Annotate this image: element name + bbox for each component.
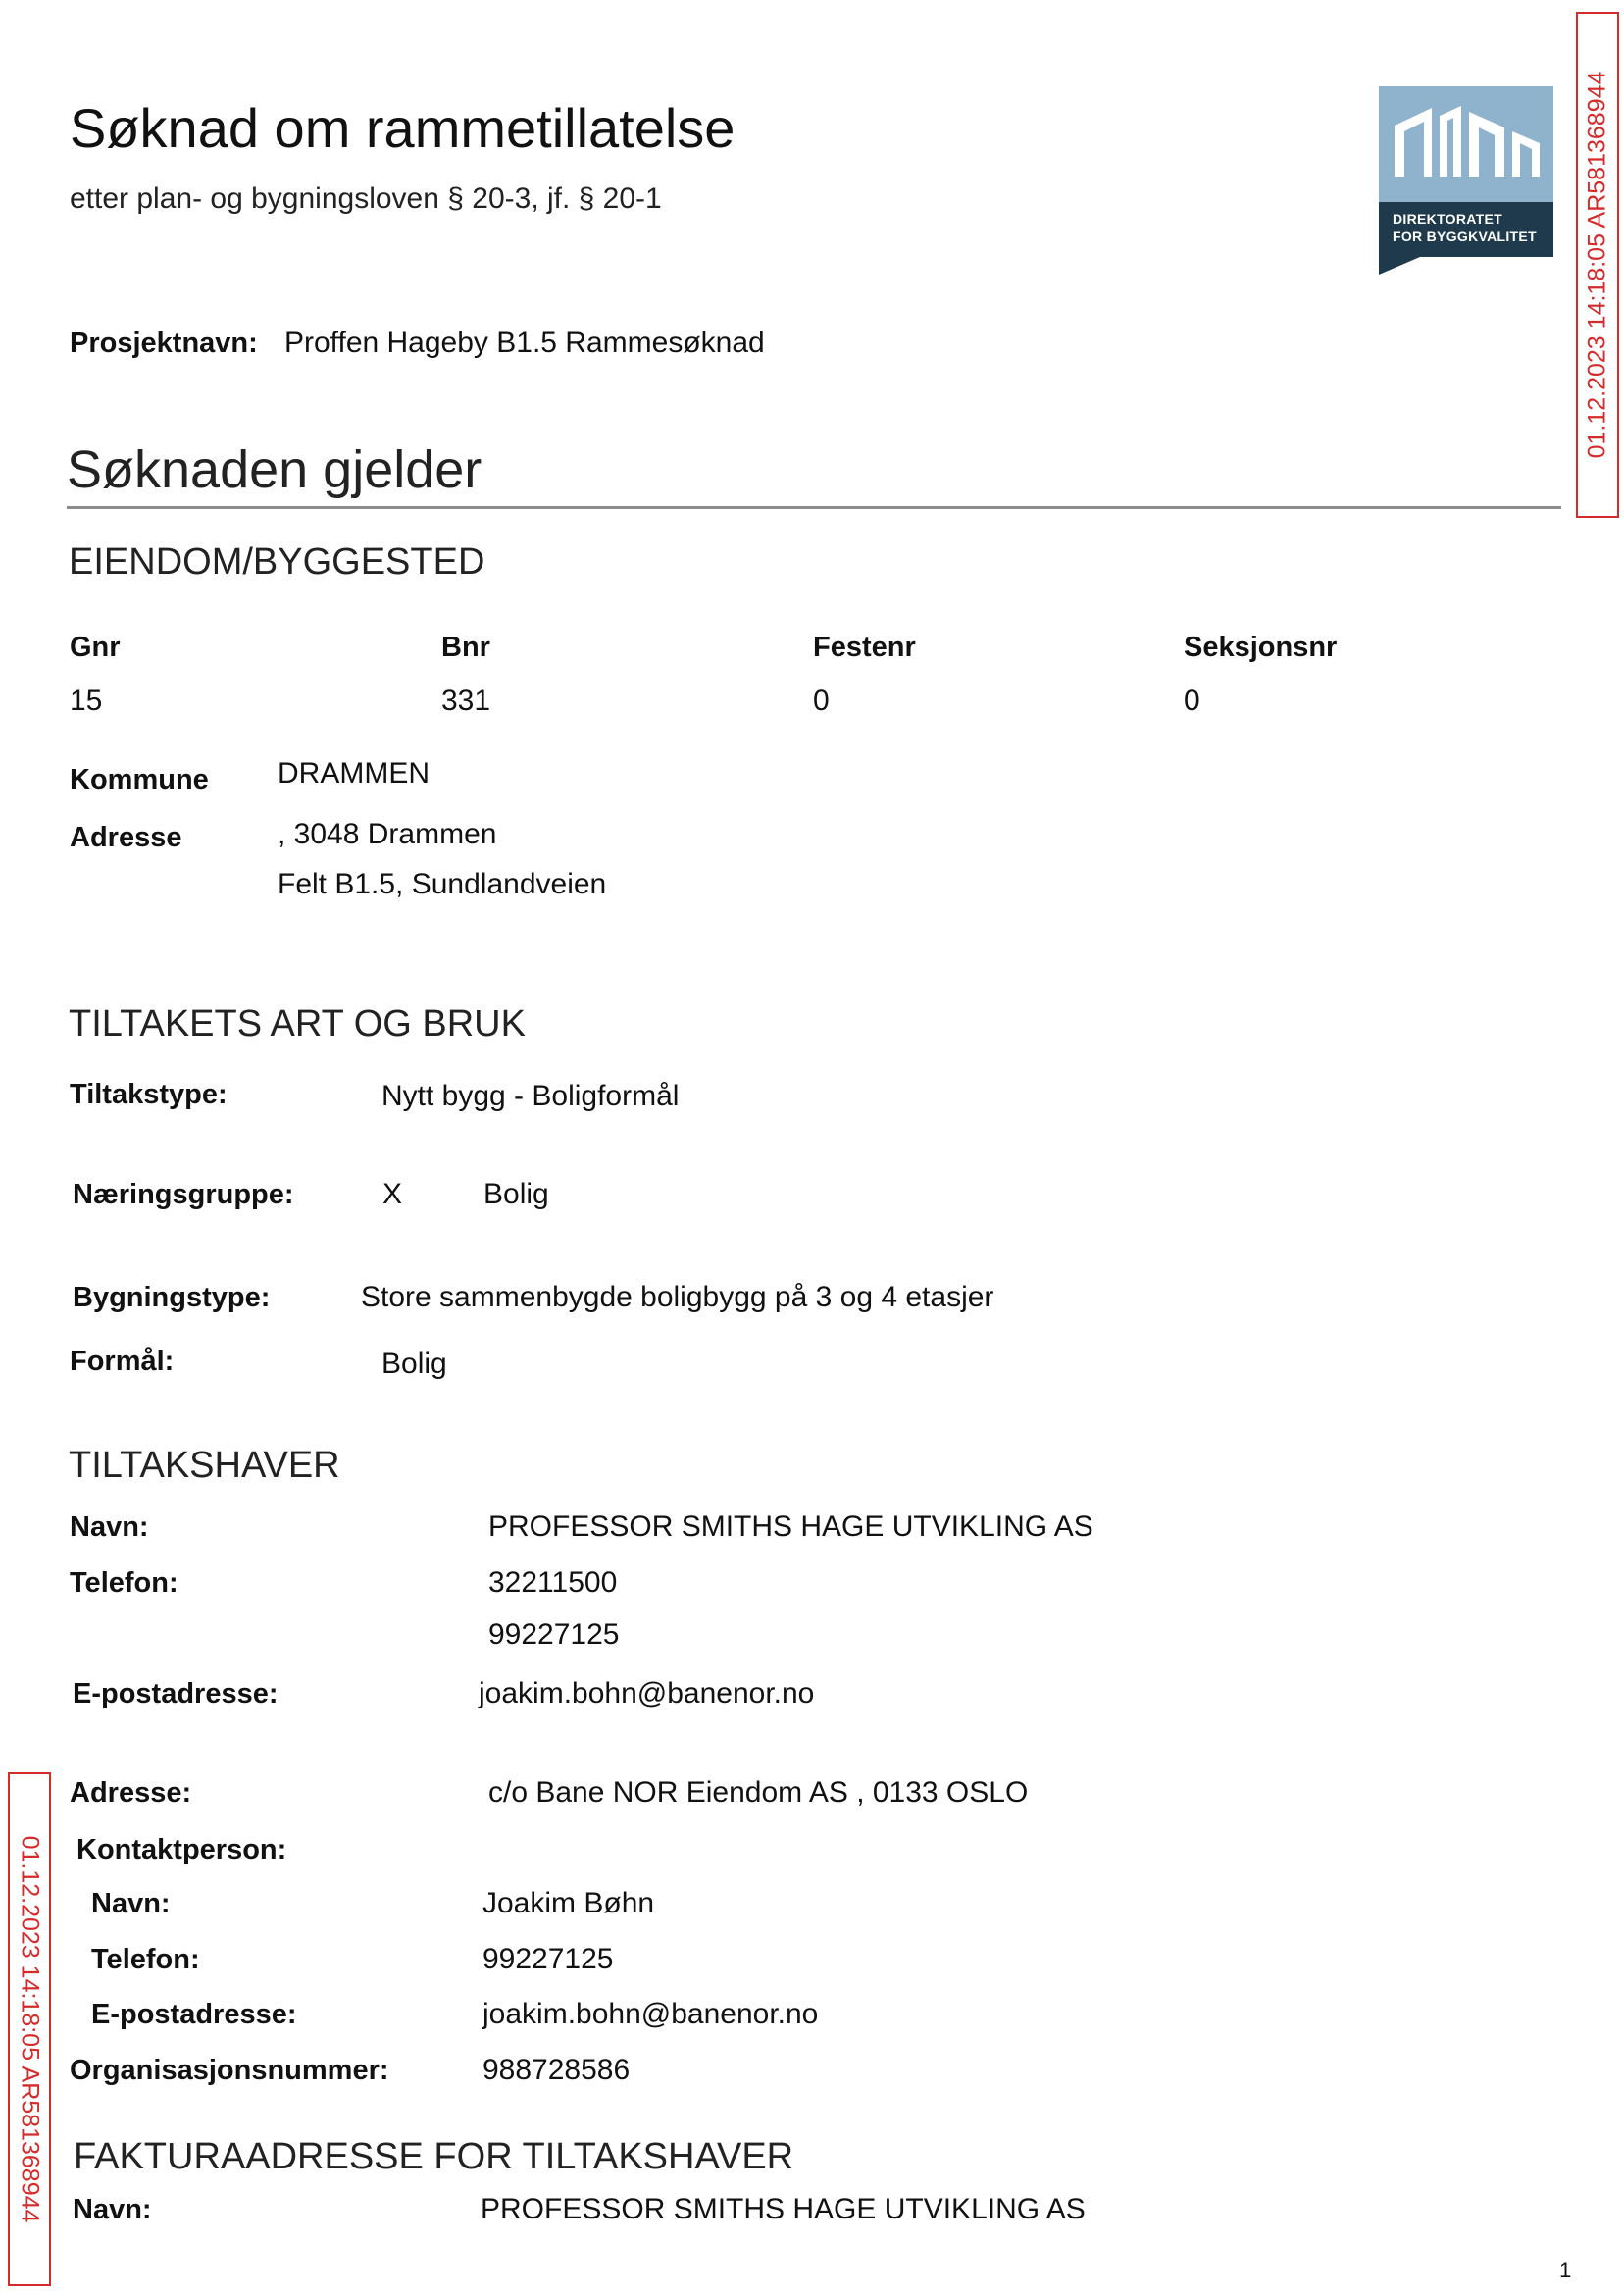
dibk-logo: [1379, 86, 1553, 275]
logo-text-line2: FOR BYGGKVALITET: [1393, 229, 1537, 244]
tiltakshaver-adresse-label: Adresse:: [70, 1777, 192, 1809]
adresse-line1: , 3048 Drammen: [278, 818, 497, 850]
tiltakshaver-navn-label: Navn:: [70, 1511, 149, 1543]
tiltakstype-label: Tiltakstype:: [70, 1079, 228, 1110]
project-name-value: Proffen Hageby B1.5 Rammesøknad: [284, 327, 765, 359]
adresse-label: Adresse: [70, 822, 182, 853]
faktura-navn-label: Navn:: [73, 2194, 152, 2225]
tiltakstype-value: Nytt bygg - Boligformål: [381, 1080, 680, 1112]
tiltakshaver-epost-label: E-postadresse:: [73, 1678, 279, 1709]
document-subtitle: etter plan- og bygningsloven § 20-3, jf. § 20-1: [70, 182, 662, 215]
section-heading-tiltakshaver: TILTAKSHAVER: [69, 1445, 340, 1486]
kontakt-epost-value: joakim.bohn@banenor.no: [482, 1998, 819, 2030]
tiltakshaver-telefon-label: Telefon:: [70, 1567, 178, 1599]
project-name-label: Prosjektnavn:: [70, 328, 258, 359]
kontakt-navn-label: Navn:: [91, 1888, 171, 1919]
kommune-label: Kommune: [70, 764, 209, 795]
festenr-label: Festenr: [813, 632, 916, 663]
naeringsgruppe-code: X: [382, 1178, 403, 1210]
adresse-line2: Felt B1.5, Sundlandveien: [278, 868, 607, 900]
orgnr-label: Organisasjonsnummer:: [70, 2055, 389, 2086]
kontakt-navn-value: Joakim Bøhn: [482, 1887, 655, 1919]
kontakt-epost-label: E-postadresse:: [91, 1999, 297, 2030]
gnr-value: 15: [70, 685, 103, 717]
section-heading-faktura: FAKTURAADRESSE FOR TILTAKSHAVER: [74, 2136, 794, 2177]
kontakt-telefon-value: 99227125: [482, 1943, 614, 1975]
naeringsgruppe-value: Bolig: [483, 1178, 549, 1210]
document-title: Søknad om rammetillatelse: [70, 97, 736, 159]
bnr-label: Bnr: [441, 632, 490, 663]
seksjonsnr-label: Seksjonsnr: [1184, 632, 1338, 663]
kontaktperson-label: Kontaktperson:: [76, 1834, 287, 1865]
tiltakshaver-adresse-value: c/o Bane NOR Eiendom AS , 0133 OSLO: [488, 1776, 1029, 1809]
stamp-text: 01.12.2023 14:18:05 AR581368944: [1583, 71, 1611, 459]
section-heading-property: EIENDOM/BYGGESTED: [69, 541, 485, 583]
kommune-value: DRAMMEN: [278, 757, 430, 790]
bygningstype-value: Store sammenbygde boligbygg på 3 og 4 etasjer: [361, 1281, 994, 1313]
page-number: 1: [1559, 2258, 1572, 2282]
stamp-text: 01.12.2023 14:18:05 AR581368944: [16, 1835, 44, 2223]
formal-value: Bolig: [381, 1348, 447, 1380]
dibk-logo-banner: [1379, 202, 1553, 257]
tiltakshaver-telefon-value-2: 99227125: [488, 1618, 620, 1651]
orgnr-value: 988728586: [482, 2054, 631, 2086]
tiltakshaver-navn-value: PROFESSOR SMITHS HAGE UTVIKLING AS: [488, 1510, 1093, 1543]
festenr-value: 0: [813, 685, 830, 717]
tiltakshaver-telefon-value-1: 32211500: [488, 1566, 618, 1599]
timestamp-stamp-left: [8, 1772, 51, 2286]
naeringsgruppe-label: Næringsgruppe:: [73, 1179, 294, 1210]
bygningstype-label: Bygningstype:: [73, 1282, 271, 1313]
main-heading: Søknaden gjelder: [67, 440, 482, 499]
gnr-label: Gnr: [70, 632, 121, 663]
tiltakshaver-epost-value: joakim.bohn@banenor.no: [479, 1677, 815, 1709]
logo-flag: [1379, 257, 1420, 275]
logo-text-line1: DIREKTORATET: [1393, 211, 1502, 227]
dibk-logo-icon: [1379, 86, 1553, 202]
timestamp-stamp-top: [1576, 12, 1619, 518]
kontakt-telefon-label: Telefon:: [91, 1944, 200, 1975]
heading-divider: [67, 506, 1561, 509]
formal-label: Formål:: [70, 1346, 175, 1377]
bnr-value: 331: [441, 685, 491, 717]
section-heading-tiltak: TILTAKETS ART OG BRUK: [69, 1003, 526, 1045]
seksjonsnr-value: 0: [1184, 685, 1200, 717]
faktura-navn-value: PROFESSOR SMITHS HAGE UTVIKLING AS: [481, 2193, 1086, 2225]
